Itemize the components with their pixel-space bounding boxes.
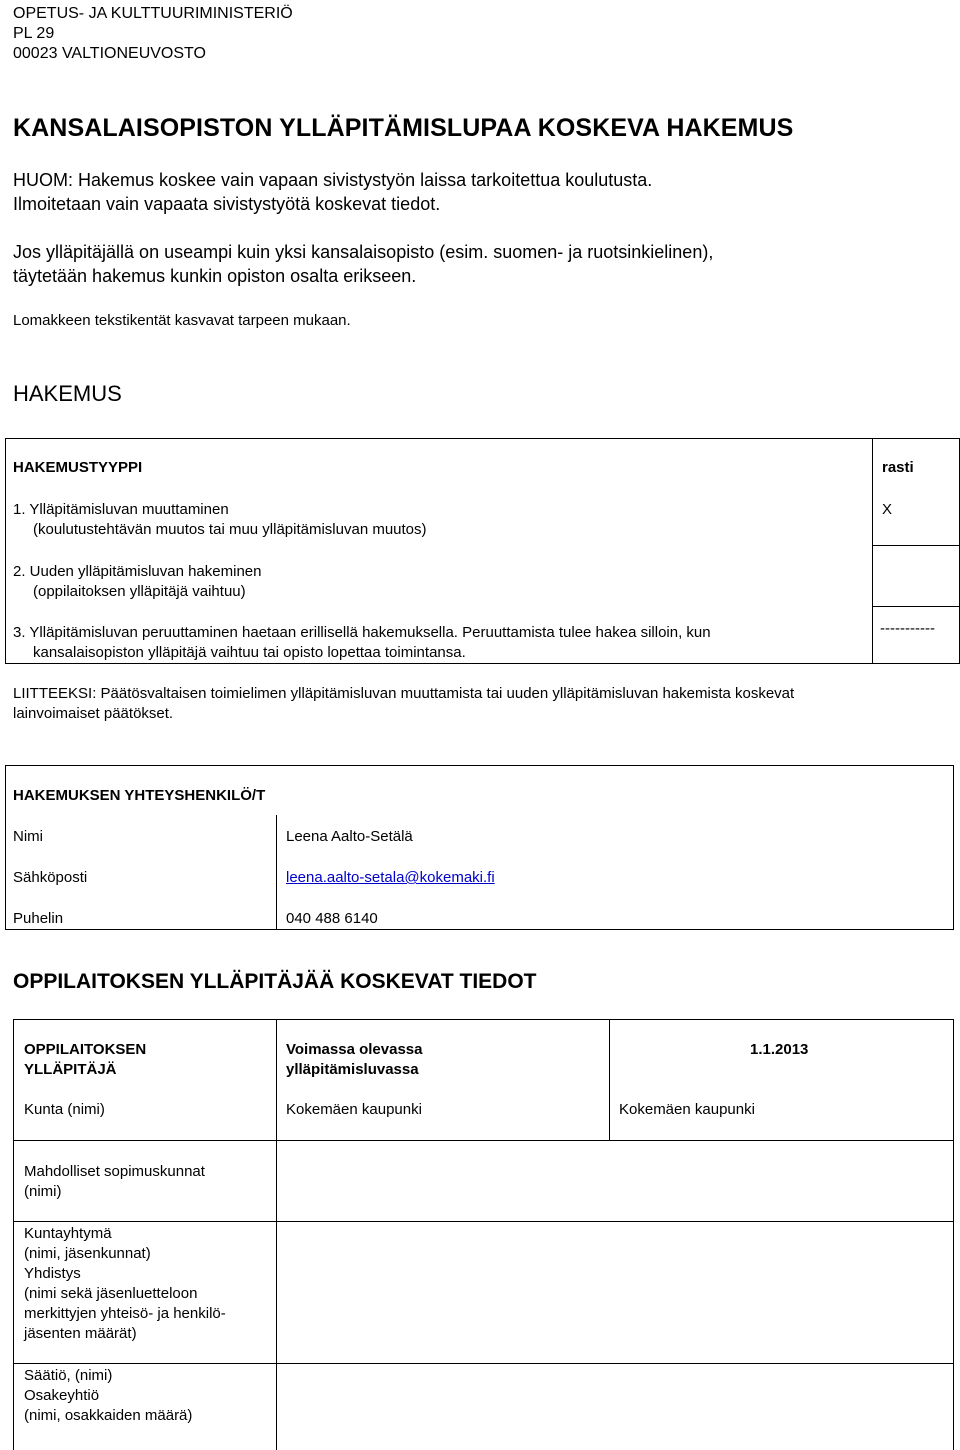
hakemus-heading: HAKEMUS xyxy=(13,381,122,406)
sopimuskunnat-label-line-2: (nimi) xyxy=(24,1183,62,1200)
note-line-2: Ilmoitetaan vain vapaata sivistystyötä koskevat tiedot. xyxy=(13,194,441,214)
name-label: Nimi xyxy=(13,828,43,845)
kunta-current-value[interactable]: Kokemäen kaupunki xyxy=(286,1101,422,1118)
rasti-column-divider xyxy=(872,438,873,664)
saatio-label-line-1: Säätiö, (nimi) xyxy=(24,1367,113,1384)
email-label: Sähköposti xyxy=(13,869,88,886)
option-3-line-2: kansalaisopiston ylläpitäjä vaihtuu tai opisto lopettaa toimintansa. xyxy=(33,644,466,661)
sopimuskunnat-label-line-1: Mahdolliset sopimuskunnat xyxy=(24,1163,205,1180)
current-permit-header-line-2: ylläpitämisluvassa xyxy=(286,1061,419,1078)
phone-value[interactable]: 040 488 6140 xyxy=(286,910,378,927)
osakeyhtio-label-line-2: (nimi, osakkaiden määrä) xyxy=(24,1407,193,1424)
yhdistys-label-line-2: (nimi sekä jäsenluetteloon xyxy=(24,1285,198,1302)
yhdistys-label-line-3: merkittyjen yhteisö- ja henkilö- xyxy=(24,1305,226,1322)
option-3-line-1: 3. Ylläpitämisluvan peruuttaminen haetaan erillisellä hakemuksella. Peruuttamista tulee hakea silloin, kun xyxy=(13,624,711,641)
kuntayhtyma-label-line-1: Kuntayhtymä xyxy=(24,1225,112,1242)
document-title: KANSALAISOPISTON YLLÄPITÄMISLUPAA KOSKEVA HAKEMUS xyxy=(13,114,794,142)
application-type-header: HAKEMUSTYYPPI xyxy=(13,459,143,476)
kuntayhtyma-label-line-2: (nimi, jäsenkunnat) xyxy=(24,1245,151,1262)
email-link[interactable]: leena.aalto-setala@kokemaki.fi xyxy=(286,869,495,886)
yhdistys-label-line-4: jäsenten määrät) xyxy=(24,1325,137,1342)
name-value[interactable]: Leena Aalto-Setälä xyxy=(286,828,413,845)
maintainer-col-divider-1 xyxy=(276,1019,277,1450)
date-header: 1.1.2013 xyxy=(750,1041,809,1058)
maintainer-section-title: OPPILAITOKSEN YLLÄPITÄJÄÄ KOSKEVAT TIEDOT xyxy=(13,970,537,993)
attachments-line-1: LIITTEEKSI: Päätösvaltaisen toimielimen ylläpitämisluvan muuttamista tai uuden ylläpitämisluvan hakemista koskevat xyxy=(13,685,795,702)
option-1-line-1: 1. Ylläpitämisluvan muuttaminen xyxy=(13,501,229,518)
address-line-3: 00023 VALTIONEUVOSTO xyxy=(13,45,206,62)
kunta-new-value[interactable]: Kokemäen kaupunki xyxy=(619,1101,755,1118)
address-line-1: OPETUS- JA KULTTUURIMINISTERIÖ xyxy=(13,5,293,22)
contact-header: HAKEMUKSEN YHTEYSHENKILÖ/T xyxy=(13,787,266,804)
current-permit-header-line-1: Voimassa olevassa xyxy=(286,1041,423,1058)
kunta-label: Kunta (nimi) xyxy=(24,1101,105,1118)
maintainer-col-divider-2 xyxy=(609,1019,610,1140)
attachments-line-2: lainvoimaiset päätökset. xyxy=(13,705,174,722)
phone-label: Puhelin xyxy=(13,910,64,927)
maintainer-header-line-1: OPPILAITOKSEN xyxy=(24,1041,147,1058)
text-fields-note: Lomakkeen tekstikentät kasvavat tarpeen mukaan. xyxy=(13,312,351,329)
maintainer-row-divider-3 xyxy=(13,1363,954,1364)
rasti-divider-1 xyxy=(872,545,960,546)
option-3-mark: ----------- xyxy=(880,620,935,637)
maintainer-border xyxy=(13,1019,954,1450)
osakeyhtio-label-line-1: Osakeyhtiö xyxy=(24,1387,100,1404)
rasti-header: rasti xyxy=(882,459,914,476)
maintainer-header-line-2: YLLÄPITÄJÄ xyxy=(24,1061,117,1078)
maintainer-row-divider-2 xyxy=(13,1221,954,1222)
maintainer-row-divider-1 xyxy=(13,1140,954,1141)
note-line-1: HUOM: Hakemus koskee vain vapaan sivistystyön laissa tarkoitettua koulutusta. xyxy=(13,170,653,190)
option-2-line-1: 2. Uuden ylläpitämisluvan hakeminen xyxy=(13,563,262,580)
option-1-checkbox[interactable]: X xyxy=(882,501,893,518)
option-2-line-2: (oppilaitoksen ylläpitäjä vaihtuu) xyxy=(33,583,246,600)
contact-column-divider xyxy=(276,815,277,930)
address-line-2: PL 29 xyxy=(13,25,55,42)
note-line-4: täytetään hakemus kunkin opiston osalta erikseen. xyxy=(13,266,417,286)
option-1-line-2: (koulutustehtävän muutos tai muu ylläpitämisluvan muutos) xyxy=(33,521,427,538)
rasti-divider-2 xyxy=(872,606,960,607)
note-line-3: Jos ylläpitäjällä on useampi kuin yksi kansalaisopisto (esim. suomen- ja ruotsinkielinen), xyxy=(13,242,714,262)
yhdistys-label-line-1: Yhdistys xyxy=(24,1265,81,1282)
